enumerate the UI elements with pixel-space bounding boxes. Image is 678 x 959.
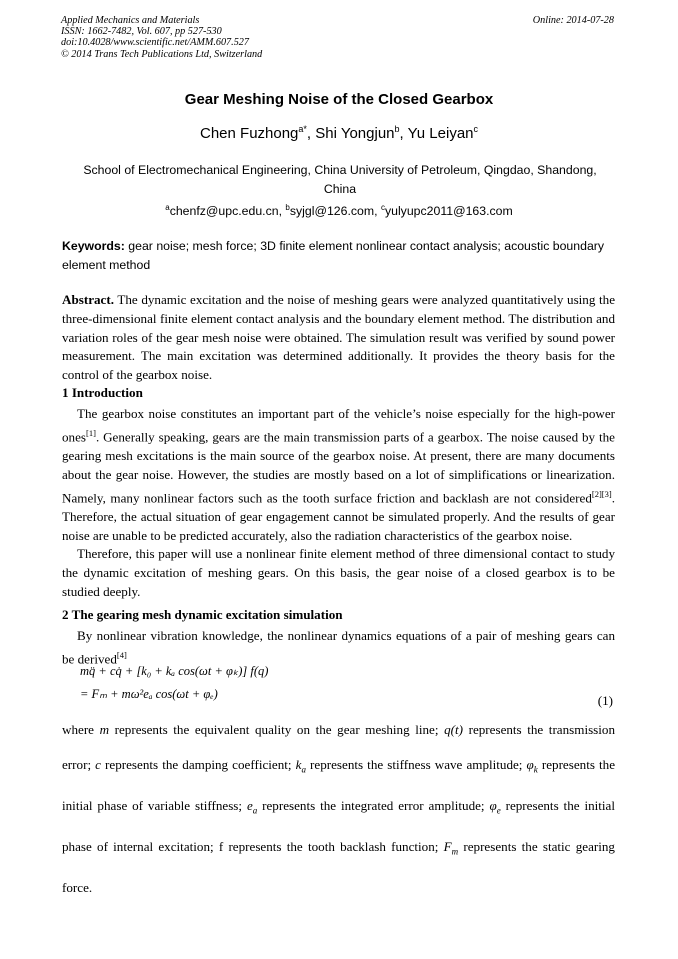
issn-line: ISSN: 1662-7482, Vol. 607, pp 527-530 (61, 26, 222, 38)
desc-text-2: represents the equivalent quality on the gear meshing line; (109, 722, 445, 737)
var-k-sub: a (301, 764, 306, 775)
var-m: m (99, 722, 110, 737)
var-e: e (246, 798, 253, 814)
affiliation: School of Electromechanical Engineering, China University of Petroleum, Qingdao, Shandong, China (83, 163, 597, 196)
desc-text-8: represents the initial phase of internal excitation; f represents the tooth backlash function; (62, 798, 615, 854)
author-3-mark: c (473, 124, 478, 134)
intro-paragraph-1 (62, 405, 615, 545)
var-phi-e-sub: e (496, 805, 501, 816)
author-line: Chen Fuzhong$^{a*}$, Shi Yongjun$^b$, Yu Leiyan$^c$ (200, 124, 478, 142)
email-2-mark: b (285, 203, 290, 212)
equation-line-1: mq̈ + cq̇ + [k₀ + kₐ cos(ωt + φₖ)] f(q) (80, 664, 269, 678)
email-line (0, 203, 678, 218)
citation-4[interactable]: [4] (116, 649, 127, 660)
desc-text-9: represents the static gearing force. (62, 838, 615, 895)
intro-p1-text-b: . Generally speaking, gears are the main transmission parts of a gearbox. The noise caused by the gearing mesh excitations is the main source of the gearbox noise. At present, there are many documents about the gear noise. However, the studies are mostly based on a lot of simplifications or linearization. Namely, many nonlinear factors such as the tooth surface friction and backlash are not considered (62, 429, 615, 505)
abstract-label: Abstract. (62, 292, 114, 307)
intro-paragraph-2: Therefore, this paper will use a nonlinear finite element method of three dimensional contact to study the dynamic excitation of meshing gears. On this basis, the gear noise of a closed gearbox is to be studied deeply. (62, 546, 615, 599)
citation-2-3[interactable]: [2][3] (591, 488, 612, 499)
journal-header (61, 15, 262, 60)
author-2-mark: b (394, 124, 400, 134)
citation-1[interactable]: [1] (86, 427, 96, 438)
var-phi-k-sub: k (533, 764, 538, 775)
desc-text-3: represents the transmission error; (62, 722, 616, 773)
abstract-text: The dynamic excitation and the noise of meshing gears were analyzed quantitatively using the three-dimensional finite element contact analysis and the boundary element method. The distribution and variation roles of the gear mesh noise were obtained. The simulation result was verified by sound power measurement. The main excitation was determined additionally. It provides the theory basis for the control of the gearbox noise. (62, 292, 615, 383)
intro-p1-text-a: The gearbox noise constitutes an important part of the vehicle’s noise especially for the high-power ones (62, 406, 615, 445)
desc-text-7: represents the integrated error amplitude; (257, 798, 490, 814)
copyright-line: © 2014 Trans Tech Publications Ltd, Switzerland (61, 48, 263, 60)
var-k: k (295, 757, 302, 773)
desc-text-4: represents the damping coefficient; (100, 757, 296, 773)
email-3[interactable]: yulyupc2011@163.com (384, 204, 513, 219)
intro-p1-text-c: . Therefore, the actual situation of gear engagement cannot be simulated properly. And the results of gear noise are unable to be predicted accurately, also the radiation characteristics of the gearbox noise. (62, 489, 615, 543)
var-phi-k: φ (526, 757, 534, 773)
keywords-label: Keywords: (62, 239, 125, 253)
var-F-sub: m (451, 846, 459, 857)
equation-number: (1) (597, 693, 613, 708)
intro-body (62, 405, 615, 602)
online-date: Online: 2014-07-28 (532, 15, 614, 26)
var-q-t: q(t) (444, 722, 463, 737)
author-1: Chen Fuzhong (200, 125, 299, 142)
keywords-text: gear noise; mesh force; 3D finite element nonlinear contact analysis; acoustic boundary element method (62, 239, 605, 272)
var-e-sub: a (252, 805, 258, 816)
var-c: c (95, 757, 101, 773)
var-phi-e: φ (489, 798, 497, 814)
desc-text-6: represents the initial phase of variable stiffness; (62, 757, 616, 814)
email-1-mark: a (165, 203, 170, 212)
doi-line: doi:10.4028/www.scientific.net/AMM.607.527 (61, 37, 249, 49)
abstract-block (62, 291, 615, 385)
variable-description (62, 712, 615, 905)
author-2: Shi Yongjun (315, 125, 395, 142)
journal-name: Applied Mechanics and Materials (61, 15, 200, 26)
paper-title: Gear Meshing Noise of the Closed Gearbox (184, 91, 494, 108)
email-1[interactable]: chenfz@upc.edu.cn, (169, 204, 282, 219)
desc-text-1: where (62, 722, 100, 737)
author-3: Yu Leiyan (407, 125, 474, 142)
author-1-mark: a* (298, 124, 307, 134)
section2-p1-text: By nonlinear vibration knowledge, the nonlinear dynamics equations of a pair of meshing gears can be derived (62, 628, 615, 667)
email-2[interactable]: syjgl@126.com, (289, 204, 378, 219)
var-F: F (443, 838, 452, 854)
keywords-block (62, 237, 615, 274)
email-3-mark: c (380, 203, 385, 212)
section2-heading: 2 The gearing mesh dynamic excitation simulation (62, 607, 343, 622)
equation-line-2: = Fₘ + mω²eₐ cos(ωt + φₑ) (80, 687, 218, 701)
intro-heading: 1 Introduction (62, 385, 143, 400)
desc-text-5: represents the stiffness wave amplitude; (305, 757, 527, 773)
